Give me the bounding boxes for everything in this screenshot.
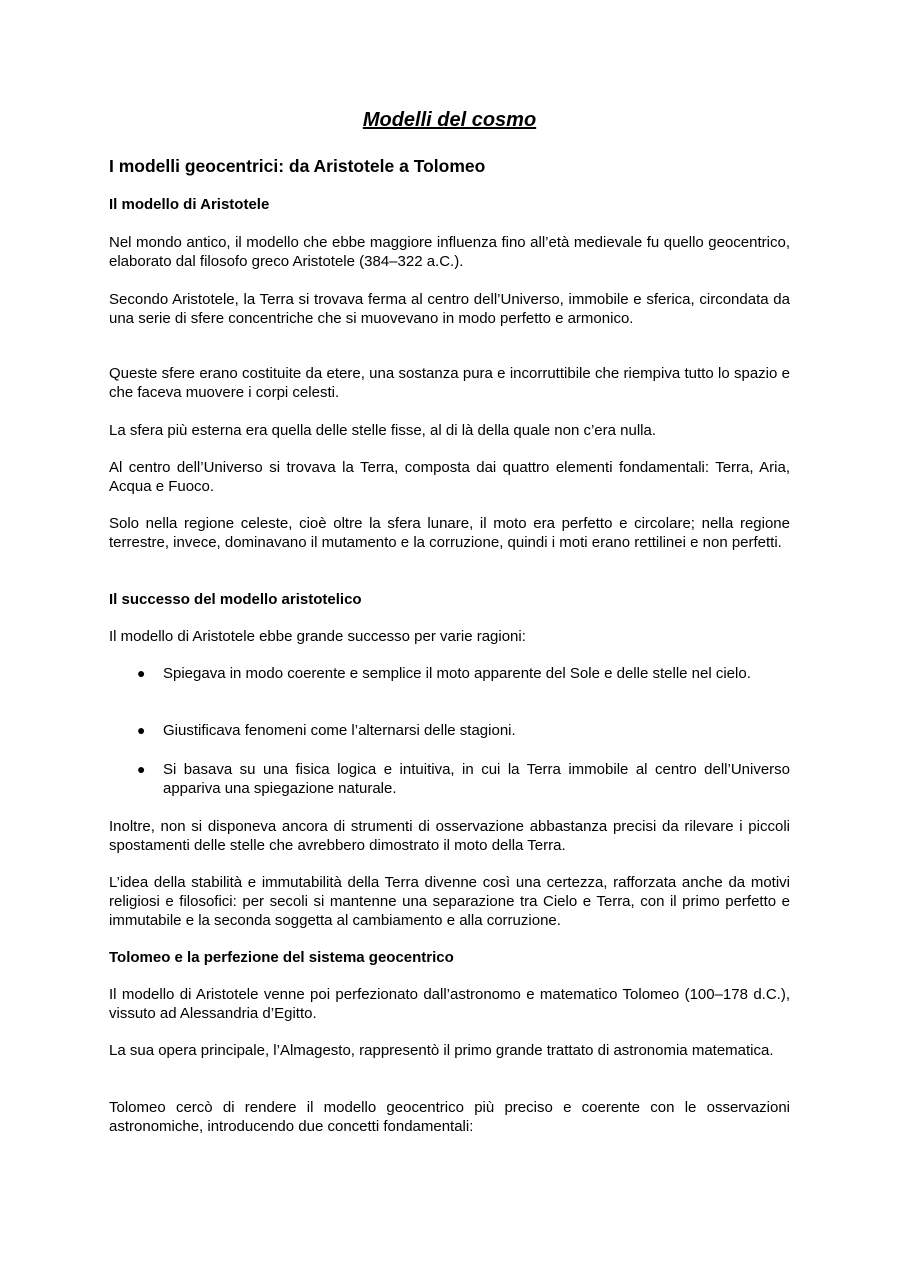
- list-item-text: Spiegava in modo coerente e semplice il moto apparente del Sole e delle stelle nel cielo.: [163, 665, 751, 682]
- paragraph: Inoltre, non si disponeva ancora di strumenti di osservazione abbastanza precisi da rilevare i piccoli spostamenti delle stelle che avrebbero dimostrato il moto della Terra.: [109, 818, 790, 854]
- paragraph: Queste sfere erano costituite da etere, una sostanza pura e incorruttibile che riempiva tutto lo spazio e che faceva muovere i corpi celesti.: [109, 365, 790, 401]
- list-item-text: Giustificava fenomeni come l’alternarsi delle stagioni.: [163, 722, 516, 739]
- paragraph: L’idea della stabilità e immutabilità della Terra divenne così una certezza, rafforzata anche da motivi religiosi e filosofici: per secoli si mantenne una separazione tra Cielo e Terra, con il primo perfetto e immutabile e la seconda soggetta al cambiamento e alla corruzione.: [109, 874, 790, 929]
- list-item-text: Si basava su una fisica logica e intuitiva, in cui la Terra immobile al centro dell’Universo appariva una spiegazione naturale.: [163, 761, 790, 797]
- paragraph: Il modello di Aristotele venne poi perfezionato dall’astronomo e matematico Tolomeo (100–178 d.C.), vissuto ad Alessandria d’Egitto.: [109, 986, 790, 1022]
- paragraph: Al centro dell’Universo si trovava la Terra, composta dai quattro elementi fondamentali: Terra, Aria, Acqua e Fuoco.: [109, 459, 790, 495]
- paragraph: Il modello di Aristotele ebbe grande successo per varie ragioni:: [109, 628, 526, 645]
- subsection-heading-tolomeo: Tolomeo e la perfezione del sistema geocentrico: [109, 949, 454, 966]
- bullet-icon: ●: [137, 722, 146, 738]
- paragraph: La sfera più esterna era quella delle stelle fisse, al di là della quale non c’era nulla.: [109, 422, 657, 439]
- paragraph: La sua opera principale, l’Almagesto, rappresentò il primo grande trattato di astronomia matematica.: [109, 1042, 774, 1059]
- section-heading: I modelli geocentrici: da Aristotele a Tolomeo: [109, 156, 486, 176]
- paragraph: Solo nella regione celeste, cioè oltre la sfera lunare, il moto era perfetto e circolare; nella regione terrestre, invece, dominavano il mutamento e la corruzione, quindi i moti erano rettilinei e non perfetti.: [109, 515, 790, 551]
- subsection-heading-successo: Il successo del modello aristotelico: [109, 591, 362, 608]
- bullet-icon: ●: [137, 665, 146, 681]
- paragraph: Secondo Aristotele, la Terra si trovava ferma al centro dell’Universo, immobile e sferica, circondata da una serie di sfere concentriche che si muovevano in modo perfetto e armonico.: [109, 291, 790, 327]
- bullet-icon: ●: [137, 761, 146, 777]
- document-title: Modelli del cosmo: [362, 109, 537, 131]
- paragraph: Nel mondo antico, il modello che ebbe maggiore influenza fino all’età medievale fu quello geocentrico, elaborato dal filosofo greco Aristotele (384–322 a.C.).: [109, 234, 790, 270]
- subsection-heading-aristotele: Il modello di Aristotele: [109, 196, 270, 213]
- paragraph: Tolomeo cercò di rendere il modello geocentrico più preciso e coerente con le osservazioni astronomiche, introducendo due concetti fondamentali:: [109, 1099, 790, 1135]
